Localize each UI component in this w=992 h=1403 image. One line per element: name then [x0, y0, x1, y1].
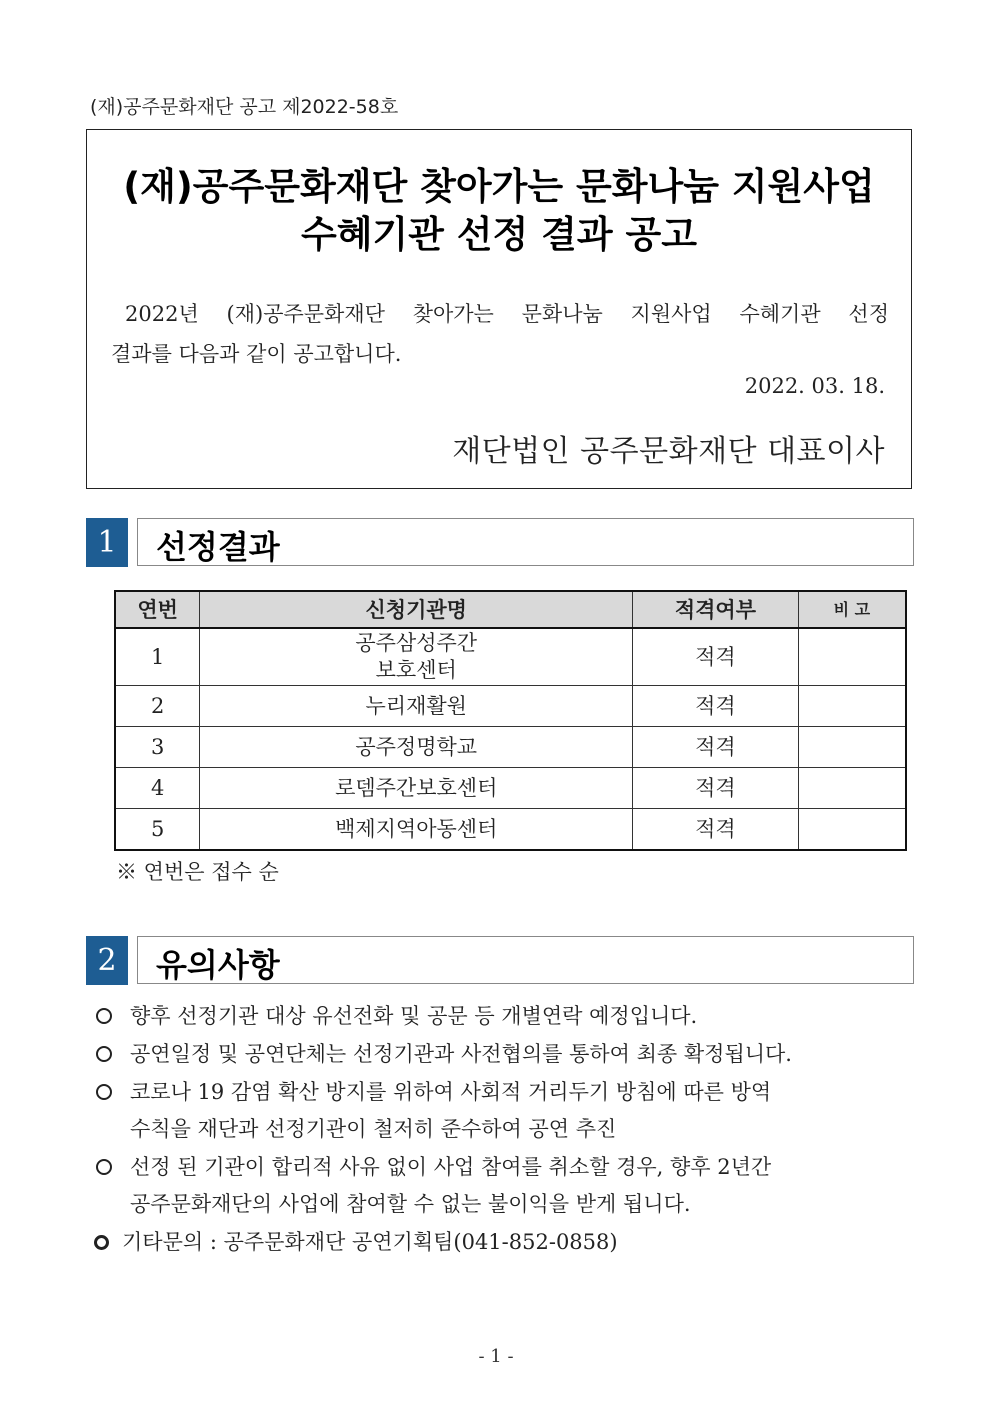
- list-item: [92, 1149, 922, 1223]
- cell-institution-line2: 보호센터: [375, 658, 457, 682]
- intro-text-line2: 결과를 다음과 같이 공고합니다.: [111, 342, 402, 366]
- list-item: [92, 1224, 922, 1261]
- cell-eligibility: 적격: [633, 727, 799, 768]
- cell-institution: 백제지역아동센터: [200, 809, 633, 851]
- circle-bullet-icon: [96, 1084, 112, 1100]
- circle-bullet-icon: [96, 1046, 112, 1062]
- cell-institution: 로뎀주간보호센터: [200, 768, 633, 809]
- cell-remark: [798, 809, 906, 851]
- list-item: [92, 1036, 922, 1073]
- note-line1: 향후 선정기관 대상 유선전화 및 공문 등 개별연락 예정입니다.: [130, 1004, 698, 1028]
- column-header-number: 연번: [115, 591, 200, 628]
- note-line1: 선정 된 기관이 합리적 사유 없이 사업 참여를 취소할 경우, 향후 2년간: [130, 1155, 772, 1179]
- cell-eligibility: 적격: [633, 809, 799, 851]
- cell-number: 5: [115, 809, 200, 851]
- cell-eligibility: 적격: [633, 686, 799, 727]
- section-title-box: [137, 936, 914, 984]
- cell-number: 1: [115, 628, 200, 686]
- cell-eligibility: 적격: [633, 628, 799, 686]
- table-row: [115, 809, 906, 851]
- cell-remark: [798, 628, 906, 686]
- column-header-eligibility: 적격여부: [633, 591, 799, 628]
- cell-remark: [798, 686, 906, 727]
- cell-number: 2: [115, 686, 200, 727]
- section-notices: [86, 936, 914, 985]
- table-header-row: [115, 591, 906, 628]
- table-footnote: ※ 연번은 접수 순: [116, 860, 279, 884]
- section-title: 선정결과: [156, 528, 280, 566]
- table-row: [115, 727, 906, 768]
- section-number: 2: [86, 936, 128, 985]
- results-table: [114, 590, 907, 851]
- announcement-title-line2: 수혜기관 선정 결과 공고: [300, 213, 698, 256]
- note-line2: 수칙을 재단과 선정기관이 철저히 준수하여 공연 추진: [130, 1117, 617, 1141]
- table-row: [115, 686, 906, 727]
- signer: 재단법인 공주문화재단 대표이사: [452, 434, 885, 469]
- note-line2: 공주문화재단의 사업에 참여할 수 없는 불이익을 받게 됩니다.: [130, 1192, 691, 1216]
- column-header-institution: 신청기관명: [200, 591, 633, 628]
- cell-eligibility: 적격: [633, 768, 799, 809]
- announcement-date: 2022. 03. 18.: [744, 374, 885, 398]
- list-item: [92, 998, 922, 1035]
- cell-remark: [798, 768, 906, 809]
- table-row: [115, 628, 906, 686]
- circle-bullet-icon: [94, 1235, 109, 1250]
- cell-number: 4: [115, 768, 200, 809]
- cell-institution: [200, 628, 633, 686]
- note-line1: 기타문의 : 공주문화재단 공연기획팀(041-852-0858): [122, 1230, 618, 1254]
- notice-list: [92, 998, 922, 1262]
- section-number: 1: [86, 518, 128, 567]
- cell-institution: 공주정명학교: [200, 727, 633, 768]
- column-header-remark: 비 고: [798, 591, 906, 628]
- circle-bullet-icon: [96, 1008, 112, 1024]
- cell-remark: [798, 727, 906, 768]
- page-number: - 1 -: [478, 1346, 514, 1367]
- circle-bullet-icon: [96, 1159, 112, 1175]
- notice-number: (재)공주문화재단 공고 제2022-58호: [90, 96, 399, 118]
- announcement-title-line1: (재)공주문화재단 찾아가는 문화나눔 지원사업: [123, 165, 875, 208]
- cell-institution-line1: 공주삼성주간: [355, 631, 478, 655]
- section-selection-results: [86, 518, 914, 567]
- intro-text-line1: 2022년 (재)공주문화재단 찾아가는 문화나눔 지원사업 수혜기관 선정: [125, 302, 889, 326]
- note-line1: 공연일정 및 공연단체는 선정기관과 사전협의를 통하여 최종 확정됩니다.: [130, 1042, 792, 1066]
- section-title-box: [137, 518, 914, 566]
- cell-number: 3: [115, 727, 200, 768]
- note-line1: 코로나 19 감염 확산 방지를 위하여 사회적 거리두기 방침에 따른 방역: [130, 1080, 772, 1104]
- list-item: [92, 1074, 922, 1148]
- table-row: [115, 768, 906, 809]
- announcement-header-box: [86, 129, 912, 489]
- cell-institution: 누리재활원: [200, 686, 633, 727]
- section-title: 유의사항: [156, 946, 280, 984]
